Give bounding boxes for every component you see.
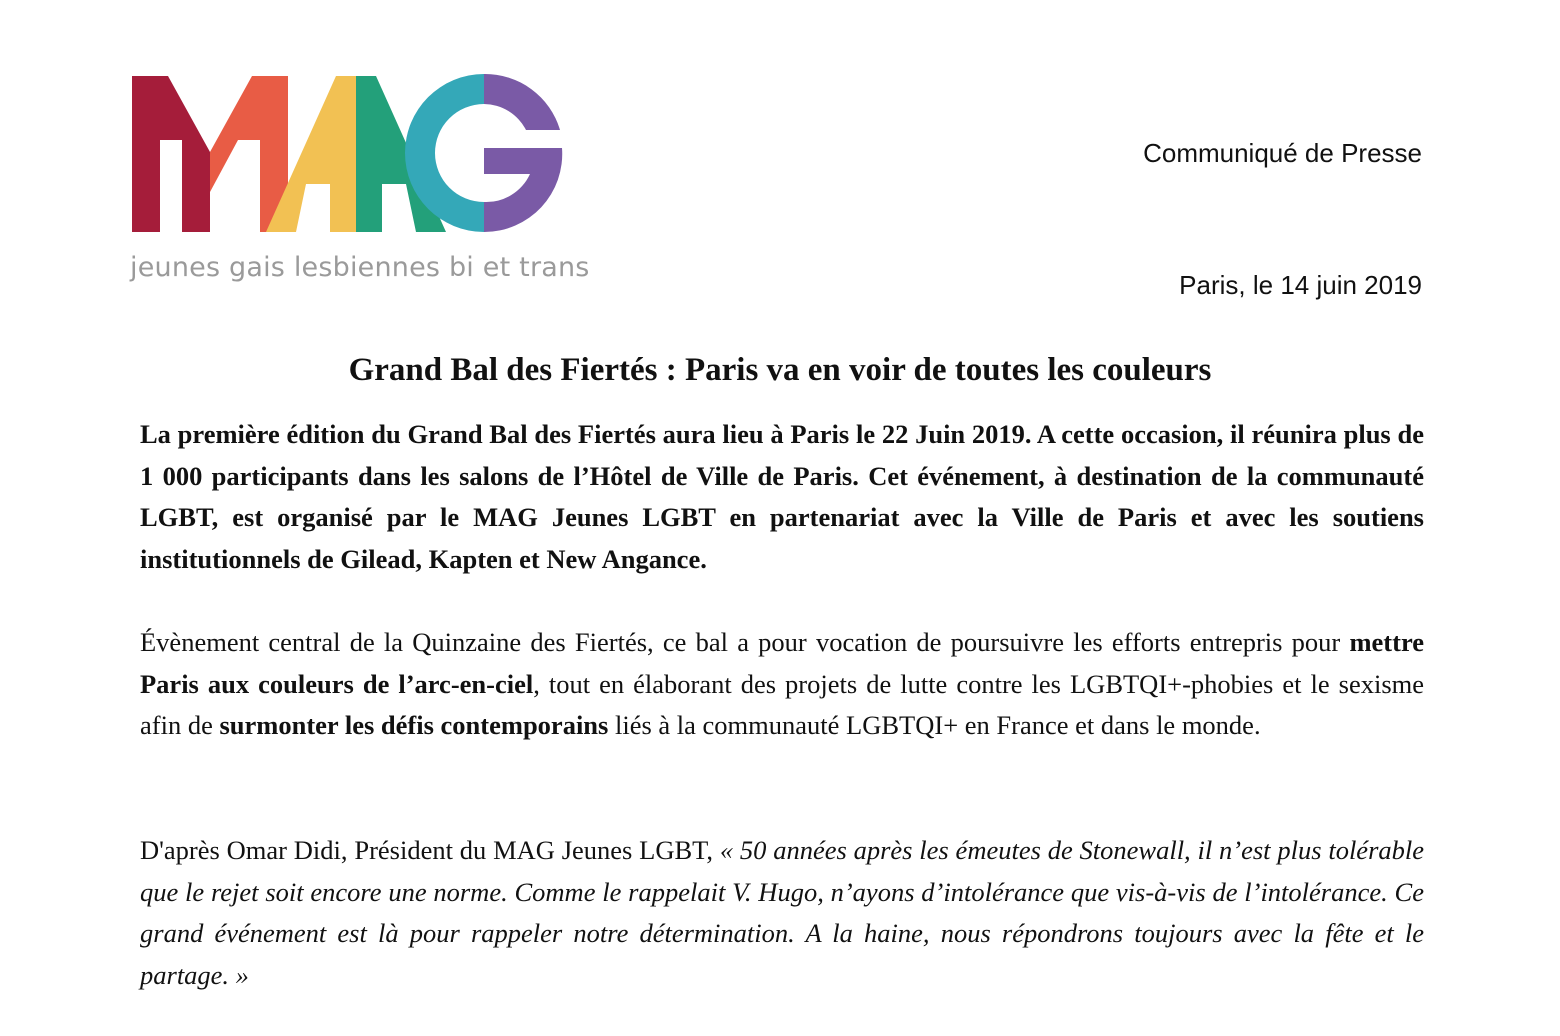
paragraph-3-intro: D'après Omar Didi, Président du MAG Jeunes LGBT, [140, 835, 720, 865]
paragraph-3 [140, 830, 1424, 996]
logo-m-left [132, 76, 210, 232]
paragraph-2-part-1: Évènement central de la Quinzaine des Fiertés, ce bal a pour vocation de poursuivre les efforts entrepris pour [140, 627, 1350, 657]
lead-text: La première édition du Grand Bal des Fiertés aura lieu à Paris le 22 Juin 2019. A cette occasion, il réunira plus de 1 000 participants dans les salons de l’Hôtel de Ville de Paris. Cet événement, à destination de la communauté LGBT, est organisé par le MAG Jeunes LGBT en partenariat avec la Ville de Paris et avec les soutiens institutionnels de Gilead, Kapten et New Angance. [140, 419, 1424, 574]
paragraph-3-text [140, 830, 1424, 996]
logo-tagline: jeunes gais lesbiennes bi et trans [130, 252, 590, 283]
document-date: Paris, le 14 juin 2019 [1179, 270, 1422, 300]
logo-g-right [484, 74, 562, 232]
logo-m-right [210, 76, 288, 232]
paragraph-2-bold-2: surmonter les défis contemporains [219, 710, 609, 740]
paragraph-3-quote: « 50 années après les émeutes de Stonewall, il n’est plus tolérable que le rejet soit encore une norme. Comme le rappelait V. Hugo, n’ayons d’intolérance que vis-à-vis de l’intolérance. Ce grand événement est là pour rappeler notre détermination. A la haine, nous répondrons toujours avec la fête et le partage. » [140, 835, 1425, 990]
paragraph-2-part-2: , tout en élaborant des projets de lutte contre les LGBTQI+-phobies et le sexisme afin de [140, 668, 1425, 740]
paragraph-2-text [140, 622, 1424, 747]
mag-logo-wordmark [128, 72, 568, 237]
press-release-title: Grand Bal des Fiertés : Paris va en voir de toutes les couleurs [348, 352, 1212, 388]
lead-paragraph [140, 414, 1424, 580]
paragraph-2-part-3: liés à la communauté LGBTQI+ en France et dans le monde. [608, 710, 1261, 740]
paragraph-2 [140, 622, 1424, 747]
document-type: Communiqué de Presse [1143, 138, 1422, 168]
paragraph-2-bold-1: mettre Paris aux couleurs de l’arc-en-ciel [140, 627, 1424, 699]
